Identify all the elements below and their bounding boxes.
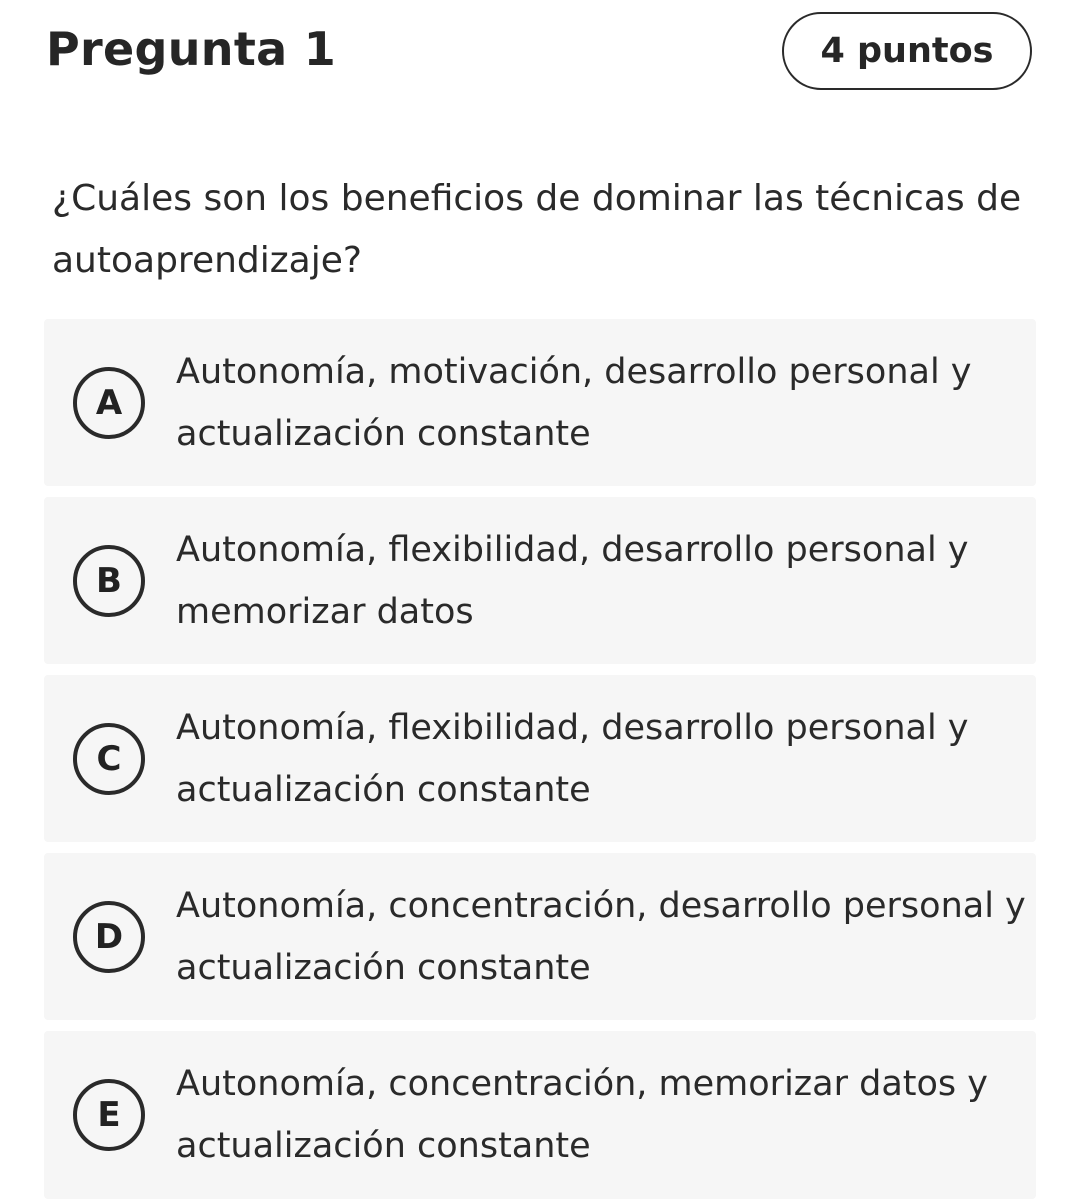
question-header: [0, 0, 1080, 110]
answer-option-b[interactable]: [44, 497, 1036, 664]
option-text-b: Autonomía, flexibilidad, desarrollo personal y memorizar datos: [176, 530, 969, 632]
answer-options-list: [44, 319, 1036, 1199]
answer-option-a[interactable]: [44, 319, 1036, 486]
option-letter-b-icon: B: [73, 545, 145, 617]
option-letter-c-icon: C: [73, 723, 145, 795]
question-title: Pregunta 1: [46, 22, 337, 76]
answer-option-e[interactable]: [44, 1031, 1036, 1199]
option-letter-d-icon: D: [73, 901, 145, 973]
option-text-d: Autonomía, concentración, desarrollo personal y actualización constante: [176, 886, 1026, 988]
option-letter-e-icon: E: [73, 1079, 145, 1151]
points-badge: 4 puntos: [782, 12, 1032, 90]
answer-option-d[interactable]: [44, 853, 1036, 1020]
option-text-e: Autonomía, concentración, memorizar datos y actualización constante: [176, 1064, 989, 1166]
option-text-a: Autonomía, motivación, desarrollo personal y actualización constante: [176, 352, 972, 454]
option-text-c: Autonomía, flexibilidad, desarrollo personal y actualización constante: [176, 708, 969, 810]
question-text: ¿Cuáles son los beneficios de dominar las técnicas de autoaprendizaje?: [52, 178, 1022, 281]
option-letter-a-icon: A: [73, 367, 145, 439]
answer-option-c[interactable]: [44, 675, 1036, 842]
